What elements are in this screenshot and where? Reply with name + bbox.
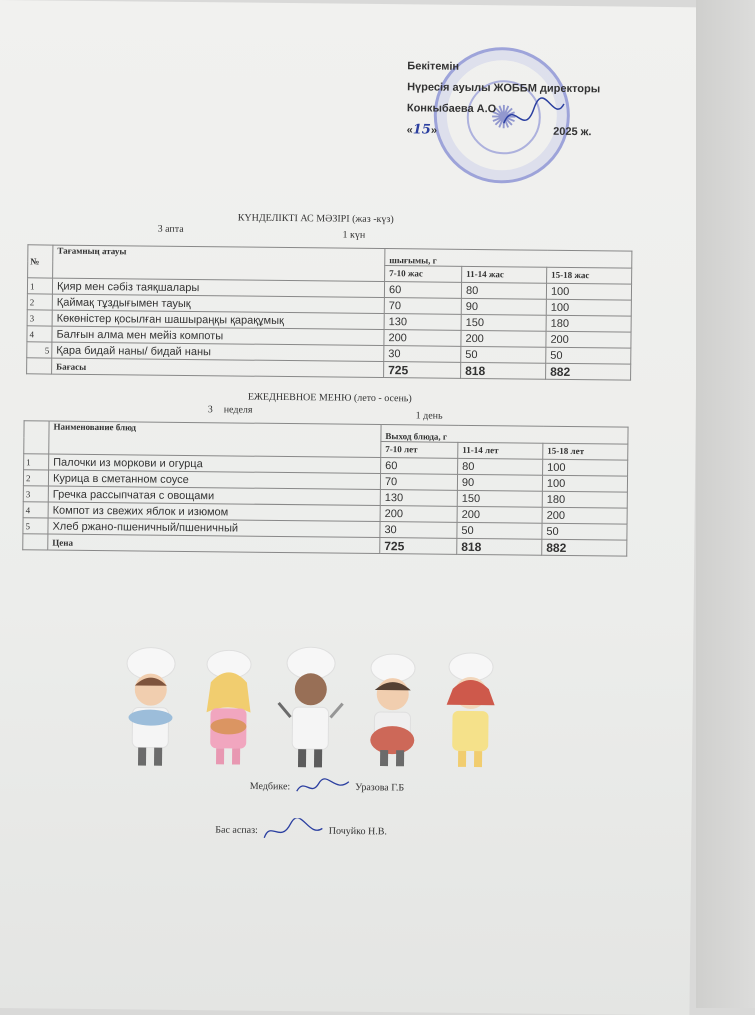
- price-value: 882: [542, 539, 627, 556]
- ru-col-output: Выход блюда, г: [381, 425, 628, 444]
- ru-week-number: 3: [207, 404, 213, 416]
- kz-age-col: 11-14 жас: [462, 266, 547, 283]
- chef-label: Бас аспаз:: [215, 824, 258, 837]
- nurse-signature: [293, 775, 353, 800]
- chef-kids-illustration: [110, 641, 521, 775]
- dish-name: Компот из свежих яблок и изюмом: [48, 502, 380, 521]
- chef-kid-icon: [370, 654, 415, 766]
- chef-signature: [260, 818, 326, 845]
- emblem-icon: ✺: [466, 80, 541, 155]
- kz-menu-title: КҮНДЕЛІКТІ АС МӘЗІРІ (жаз -күз): [237, 212, 394, 226]
- ru-menu-title: ЕЖЕДНЕВНОЕ МЕНЮ (лето - осень): [247, 391, 412, 405]
- kz-week-label: 3 апта: [157, 223, 184, 235]
- ru-menu-table: [22, 420, 628, 556]
- dish-name: Палочки из моркови и огурца: [49, 454, 381, 473]
- table-row: 3 Гречка рассыпчатая с овощами 130 150 180: [23, 486, 627, 508]
- table-row: 4 Балғын алма мен мейіз компоты 200 200 200: [27, 326, 631, 348]
- dish-name: Қияр мен сәбіз таяқшалары: [52, 278, 384, 297]
- price-label: Цена: [48, 534, 380, 553]
- approval-heading: Бекітемін: [407, 60, 460, 73]
- table-row: 2 Курица в сметанном соусе 70 90 100: [23, 470, 627, 492]
- kz-menu-table: [26, 244, 632, 380]
- ru-age-col: 15-18 лет: [543, 443, 628, 460]
- table-header-row: [28, 245, 632, 268]
- ru-week-label: неделя: [223, 404, 253, 416]
- dish-name: Көкөністер қосылған шашыраңқы қарақұмық: [52, 310, 384, 329]
- table-row: 1 Палочки из моркови и огурца 60 80 100: [24, 454, 628, 476]
- kz-col-dish-name: Тағамның атауы: [53, 245, 385, 281]
- price-value: 882: [546, 363, 631, 380]
- table-row: 2 Қаймақ тұздығымен тауық 70 90 100: [27, 294, 631, 316]
- director-signature: [499, 93, 570, 144]
- nurse-signature-line: [250, 775, 405, 801]
- nurse-label: Медбике:: [249, 780, 291, 793]
- chef-kid-icon: [126, 647, 175, 765]
- ru-col-dish-name: Наименование блюд: [49, 421, 381, 457]
- approval-date: «15» 2025 ж.: [406, 122, 592, 139]
- approval-date-day: 15: [412, 122, 431, 138]
- ru-age-col: 7-10 лет: [381, 441, 458, 458]
- chef-name: Почуйко Н.В.: [328, 825, 387, 838]
- approval-date-year: 2025 ж.: [553, 125, 592, 139]
- dish-name: Балғын алма мен мейіз компоты: [52, 326, 384, 345]
- price-value: 818: [457, 538, 542, 555]
- chef-kid-icon: [206, 650, 251, 764]
- price-value: 725: [384, 362, 461, 379]
- price-label: Бағасы: [52, 358, 384, 377]
- kz-age-col: 7-10 жас: [385, 265, 462, 282]
- table-row: 3 Көкөністер қосылған шашыраңқы қарақұмық 130 150 180: [27, 310, 631, 332]
- chef-kid-icon: [446, 653, 495, 767]
- dish-name: Курица в сметанном соусе: [48, 470, 380, 489]
- nurse-name: Уразова Г.Б: [355, 782, 405, 794]
- approval-director-name: Конкыбаева А.О: [406, 102, 497, 116]
- table-header-row: [24, 421, 628, 444]
- dish-name: Қара бидай наны/ бидай наны: [52, 342, 384, 361]
- kz-day-label: 1 күн: [342, 229, 366, 241]
- table-row: 5 Қара бидай наны/ бидай наны 30 50 50: [27, 342, 631, 364]
- dish-name: Гречка рассыпчатая с овощами: [48, 486, 380, 505]
- chef-kid-icon: [278, 647, 343, 768]
- dish-name: Қаймақ тұздығымен тауық: [52, 294, 384, 313]
- table-row: 1 Қияр мен сәбіз таяқшалары 60 80 100: [27, 278, 631, 300]
- background-surface: [696, 0, 755, 1008]
- kz-age-col: 15-18 жас: [547, 267, 632, 284]
- table-row: 4 Компот из свежих яблок и изюмом 200 200 200: [23, 502, 627, 524]
- ru-age-col: 11-14 лет: [458, 442, 543, 459]
- table-row: 5 Хлеб ржано-пшеничный/пшеничный 30 50 50: [23, 518, 627, 540]
- price-value: 725: [380, 538, 457, 555]
- chef-signature-line: [215, 817, 387, 845]
- price-value: 818: [461, 362, 546, 379]
- dish-name: Хлеб ржано-пшеничный/пшеничный: [48, 518, 380, 537]
- kz-col-output: шығымы, г: [385, 249, 632, 268]
- kz-col-number: №: [28, 245, 53, 278]
- approval-position: Нүресія ауылы ЖОББМ директоры: [407, 81, 601, 96]
- ru-day-label: 1 день: [415, 410, 443, 422]
